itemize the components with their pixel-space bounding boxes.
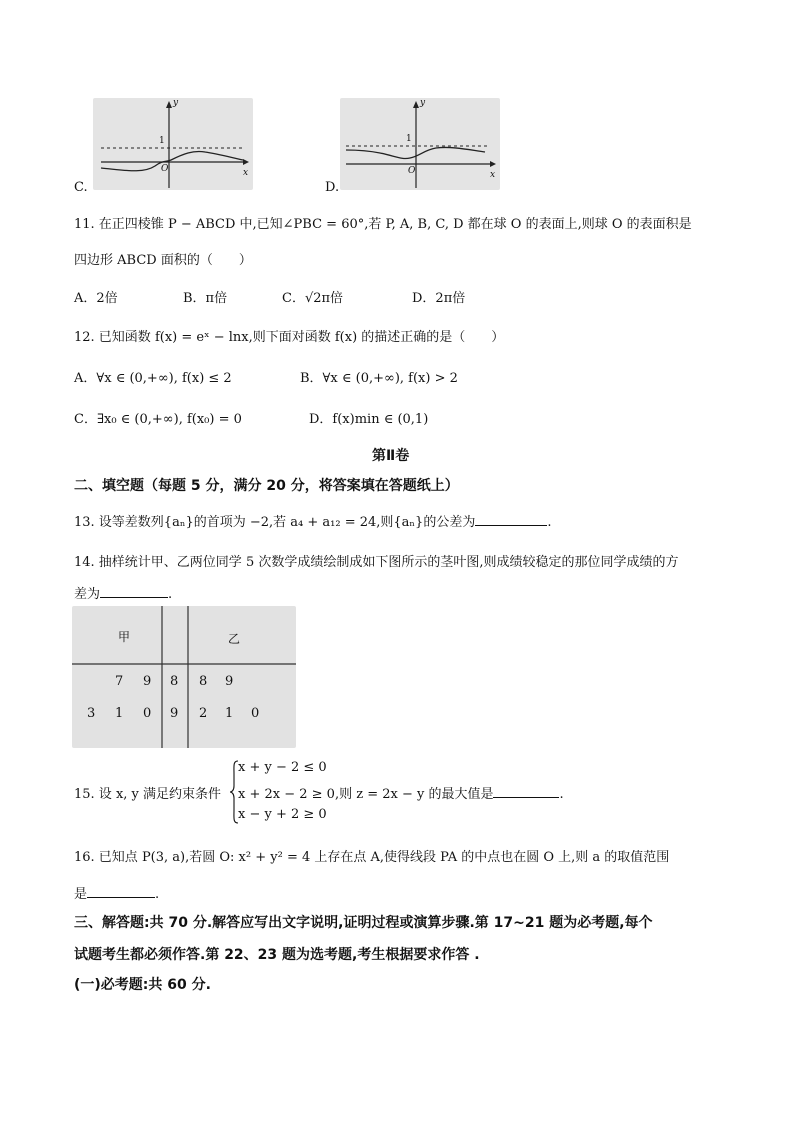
q15-period: . [559,787,564,802]
q12-option-d: D．f(x)min ∈ (0,1) [309,412,429,427]
q15-constraint-1: x + y − 2 ≤ 0 [238,760,327,775]
section-2-title: 第Ⅱ卷 [372,448,410,464]
stem-leaf-right-header: 乙 [228,632,241,646]
q11-option-b: B．π倍 [183,291,228,306]
q11-option-d: D．2π倍 [412,291,466,306]
c-one-label: 1 [159,136,165,146]
c-origin-label: O [161,164,169,174]
stem-leaf-row-1-left-1: 7 [115,674,124,689]
q13-stem: 13. 设等差数列{aₙ}的首项为 −2,若 a₄ + a₁₂ = 24,则{aₙ}的公差为 [74,515,476,530]
stem-leaf-left-header: 甲 [118,630,131,644]
q16-answer-blank[interactable] [87,885,155,898]
stem-leaf-lines [72,606,296,748]
d-origin-label: O [408,166,416,176]
d-x-axis-label: x [490,170,496,180]
stem-leaf-row-2-right-3: 0 [251,706,260,721]
q16-line2-text: 是 [74,887,88,902]
d-one-label: 1 [406,134,412,144]
q16-period: . [155,887,160,902]
part-2-heading: 二、填空题（每题 5 分，满分 20 分，将答案填在答题纸上） [74,478,459,494]
q14-line2-text: 差为 [74,587,101,602]
stem-leaf-row-2-stem: 9 [170,706,179,721]
q15-constraint-2-text: x + 2x − 2 ≥ 0 [238,787,335,802]
option-c-graph [93,98,253,190]
q12-line1: 12. 已知函数 f(x) = eˣ − lnx,则下面对函数 f(x) 的描述正确的是（ ） [74,330,505,345]
option-c-label: C. [74,180,88,195]
q13-answer-blank[interactable] [475,513,547,526]
option-d-graph-svg [340,98,500,190]
q12-option-c: C．∃x₀ ∈ (0,+∞), f(x₀) = 0 [74,412,242,427]
q16-line2 [74,883,159,902]
stem-leaf-row-1-left-2: 9 [143,674,152,689]
stem-leaf-row-2-left-1: 3 [87,706,96,721]
q12-option-a: A．∀x ∈ (0,+∞), f(x) ≤ 2 [74,371,232,386]
part-3-line1: 三、解答题:共 70 分.解答应写出文字说明,证明过程或演算步骤.第 17~21 题为必考题,每个 [74,915,653,931]
q13-period: . [547,515,552,530]
q15-constraint-2 [238,783,564,802]
q15-prefix: 15. 设 x, y 满足约束条件 [74,787,222,802]
q14-line2 [74,583,172,602]
q12-option-b: B．∀x ∈ (0,+∞), f(x) > 2 [300,371,458,386]
q14-answer-blank[interactable] [100,585,168,598]
part-3-line3: (一)必考题:共 60 分. [74,977,211,993]
q11-line1: 11. 在正四棱锥 P − ABCD 中,已知∠PBC = 60°,若 P, A, B, C, D 都在球 O 的表面上,则球 O 的表面积是 [74,217,692,232]
c-x-axis-label: x [243,168,249,178]
part-3-line2: 试题考生都必须作答.第 22、23 题为选考题,考生根据要求作答 . [74,947,480,963]
q16-line1: 16. 已知点 P(3, a),若圆 O: x² + y² = 4 上存在点 A,使得线段 PA 的中点也在圆 O 上,则 a 的取值范围 [74,850,670,865]
d-y-axis-label: y [420,98,426,108]
c-y-axis-label: y [173,98,179,108]
q11-line2: 四边形 ABCD 面积的（ ） [74,253,252,268]
q15-constraint-3: x − y + 2 ≥ 0 [238,807,327,822]
stem-leaf-row-1-right-1: 8 [199,674,208,689]
q13-text [74,511,551,530]
stem-leaf-row-1-stem: 8 [170,674,179,689]
stem-leaf-row-2-right-2: 1 [225,706,234,721]
q14-period: . [168,587,173,602]
stem-leaf-row-2-right-1: 2 [199,706,208,721]
q15-answer-blank[interactable] [493,785,559,798]
stem-leaf-row-2-left-2: 1 [115,706,124,721]
option-d-label: D. [325,180,340,195]
option-d-graph [340,98,500,190]
stem-leaf-row-2-left-3: 0 [143,706,152,721]
q11-option-c: C．√2π倍 [282,291,344,306]
q11-option-a: A．2倍 [74,291,118,306]
stem-leaf-row-1-right-2: 9 [225,674,234,689]
option-c-graph-svg [93,98,253,190]
q14-line1: 14. 抽样统计甲、乙两位同学 5 次数学成绩绘制成如下图所示的茎叶图,则成绩较稳定的那位同学成绩的方 [74,555,679,570]
stem-leaf-figure [72,606,296,748]
q15-suffix: ,则 z = 2x − y 的最大值是 [334,787,494,802]
